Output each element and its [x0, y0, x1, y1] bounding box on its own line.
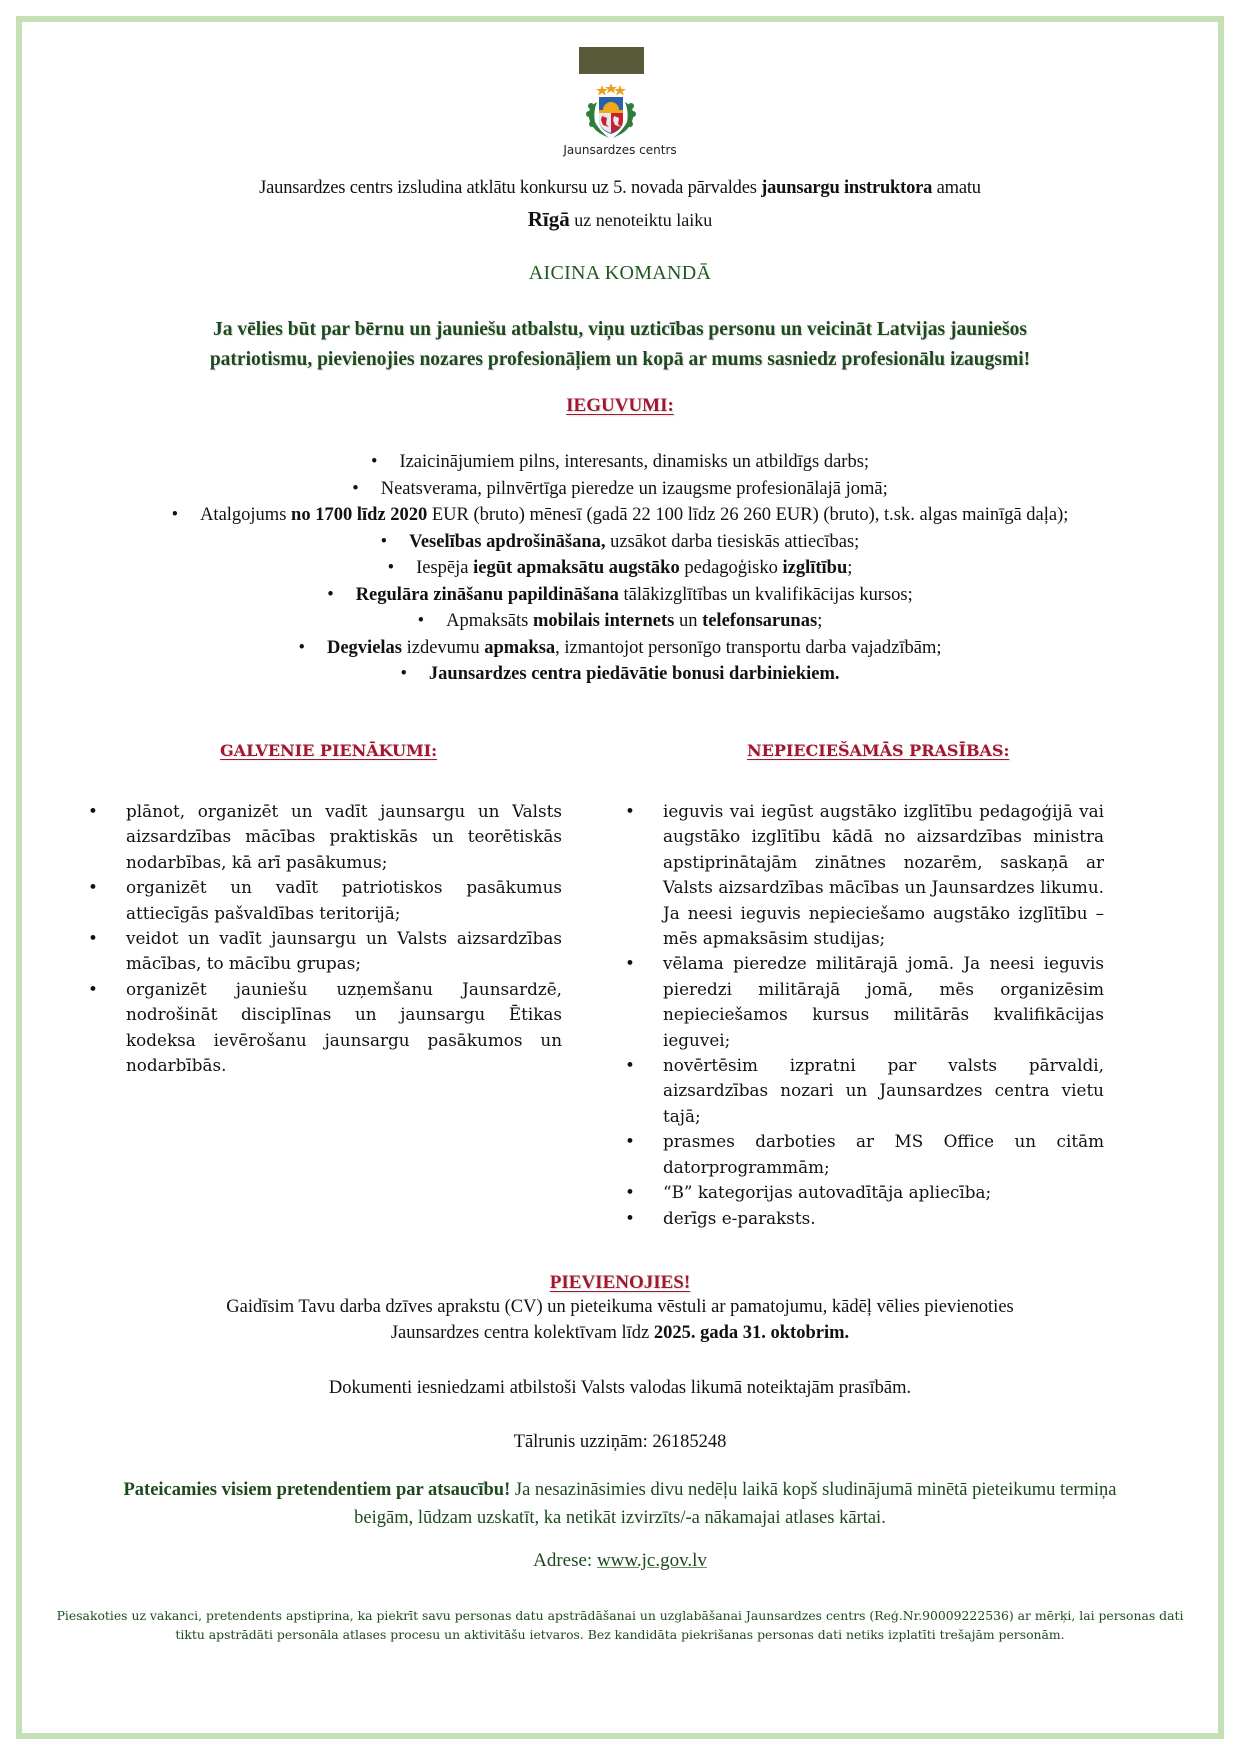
benefit-text: un — [674, 611, 703, 631]
duties-column — [86, 799, 562, 1078]
benefits-heading: IEGUVUMI: — [566, 395, 674, 416]
benefit-item — [140, 608, 1100, 635]
duty-item: • organizēt jauniešu uzņemšanu Jaunsardzē, nodrošināt disciplīnas un jaunsargu Ētikas kodeksa ievērošanu jaunsargu pasākumos un nodarbībās. — [86, 977, 562, 1079]
intro-text: Jaunsardzes centrs izsludina atklātu konkursu uz 5. novada pārvaldes — [259, 178, 762, 198]
benefit-item — [140, 476, 1100, 503]
benefit-highlight: no 1700 līdz 2020 — [291, 505, 428, 525]
requirement-item: • derīgs e-paraksts. — [623, 1206, 1104, 1231]
duties-list — [86, 799, 562, 1078]
join-line-1: Gaidīsim Tavu darba dzīves aprakstu (CV) un pieteikuma vēstuli ar pamatojumu, kādēļ vēlies pievienoties — [226, 1297, 1014, 1317]
logo-bar — [579, 47, 644, 74]
duration: uz nenoteiktu laiku — [569, 210, 713, 230]
requirements-heading: NEPIECIEŠAMĀS PRASĪBAS: — [747, 741, 1010, 760]
benefit-text: Izaicinājumiem pilns, interesants, dinamisks un atbildīgs darbs; — [399, 452, 870, 472]
benefit-text: Iespēja — [416, 558, 474, 578]
requirement-item: • ieguvis vai iegūst augstāko izglītību pedagoģijā vai augstāko izglītību kādā no aizsardzības ministra apstiprinātajām zinātnes nozarēm, saskaņā ar Valsts aizsardzības mācības un Jaunsardzes likumu. Ja neesi ieguvis nepieciešamo augstāko izglītību – mēs apmaksāsim studijas; — [623, 799, 1104, 951]
documents-note: Dokumenti iesniedzami atbilstoši Valsts valodas likumā noteiktajām prasībām. — [328, 1378, 912, 1398]
benefit-item — [140, 449, 1100, 476]
join-heading: PIEVIENOJIES! — [549, 1272, 691, 1293]
thanks-text: Ja nesazināsimies divu nedēļu laikā kopš sludinājumā minētā pieteikumu termiņa beigām, lūdzam uzskatīt, ka netikāt izvirzīts/-a nākamajai atlases kārtai. — [354, 1480, 1117, 1528]
requirements-column — [623, 799, 1104, 1231]
intro-text-end: amatu — [932, 178, 981, 198]
benefit-highlight: Regulāra zināšanu papildināšana — [355, 584, 619, 605]
benefit-text: Apmaksāts — [446, 611, 533, 631]
benefit-text: , izmantojot personīgo transportu darba vajadzībām; — [555, 637, 942, 658]
deadline: 2025. gada 31. oktobrim. — [653, 1323, 850, 1343]
requirement-item: • “B” kategorijas autovadītāja apliecība; — [623, 1180, 1104, 1205]
benefit-item — [140, 555, 1100, 582]
privacy-footer: Piesakoties uz vakanci, pretendents apstiprina, ka piekrīt savu personas datu apstrādāšanai un uzglabāšanai Jaunsardzes centrs (Reģ.Nr.90009222536) ar mērķi, lai personas dati tiktu apstrādāti personāla atlases procesu un aktivitāšu ietvaros. Bez kandidāta piekrišanas personas dati netiks izplatīti trešajām personām. — [56, 1608, 1184, 1642]
latvia-coat-of-arms-icon — [583, 82, 639, 142]
position-title: jaunsargu instruktora — [761, 178, 933, 198]
benefits-list — [140, 449, 1100, 688]
benefit-item — [140, 502, 1100, 529]
benefit-highlight: apmaksa — [484, 637, 556, 658]
benefit-text: ; — [817, 611, 823, 631]
benefit-highlight: mobilais internets — [532, 611, 675, 631]
tagline — [0, 315, 1240, 375]
duty-item: • plānot, organizēt un vadīt jaunsargu un Valsts aizsardzības mācības praktiskās un teorētiskās nodarbības, kā arī pasākumus; — [86, 799, 562, 875]
benefit-item — [140, 635, 1100, 662]
phone-number[interactable]: 26185248 — [652, 1432, 727, 1452]
benefit-text: pedagoģisko — [679, 558, 783, 578]
benefit-item — [140, 661, 1100, 688]
requirement-item: • vēlama pieredze militārajā jomā. Ja neesi ieguvis pieredzi militārajā jomā, mēs organizēsim nepieciešamos kursus militārās kvalifikācijas ieguvei; — [623, 951, 1104, 1053]
benefit-text: Neatsverama, pilnvērtīga pieredze un izaugsme profesionālajā jomā; — [380, 478, 888, 499]
requirement-item: • prasmes darboties ar MS Office un citām datorprogrammām; — [623, 1129, 1104, 1180]
benefit-text: uzsākot darba tiesiskās attiecības; — [605, 531, 860, 552]
join-paragraph — [0, 1294, 1240, 1346]
duty-item: • organizēt un vadīt patriotiskos pasākumus attiecīgās pašvaldības teritorijā; — [86, 875, 562, 926]
address-line — [0, 1550, 1240, 1572]
city: Rīgā — [527, 207, 570, 231]
thanks-paragraph — [110, 1476, 1130, 1532]
logo-org-name: Jaunsardzes centrs — [563, 143, 677, 157]
benefit-highlight: Degvielas — [326, 637, 402, 658]
website-link[interactable]: www.jc.gov.lv — [596, 1550, 707, 1571]
benefit-highlight: iegūt apmaksātu augstāko — [473, 558, 680, 578]
benefit-text: ; — [847, 558, 853, 578]
thanks-bold: Pateicamies visiem pretendentiem par atsaucību! — [123, 1480, 511, 1500]
requirement-item: • novērtēsim izpratni par valsts pārvaldi, aizsardzības nozari un Jaunsardzes centra vietu tajā; — [623, 1053, 1104, 1129]
duties-heading: GALVENIE PIENĀKUMI: — [220, 741, 438, 760]
address-label: Adrese: — [533, 1550, 597, 1571]
benefit-item — [140, 529, 1100, 556]
benefit-text: Atalgojums — [200, 505, 292, 525]
intro-location-line — [0, 207, 1240, 232]
join-line-2 — [0, 1320, 1240, 1346]
duty-item: • veidot un vadīt jaunsargu un Valsts aizsardzības mācības, to mācību grupas; — [86, 926, 562, 977]
intro-line — [0, 178, 1240, 199]
tagline-line-2: patriotismu, pievienojies nozares profesionāļiem un kopā ar mums sasniedz profesionālu izaugsmi! — [209, 349, 1031, 370]
phone-line — [0, 1432, 1240, 1453]
tagline-line-1: Ja vēlies būt par bērnu un jauniešu atbalstu, viņu uzticības personu un veicināt Latvijas jauniešos — [213, 319, 1027, 340]
benefit-highlight: Jaunsardzes centra piedāvātie bonusi darbiniekiem. — [428, 664, 840, 684]
benefit-highlight: izglītību — [782, 558, 848, 578]
benefit-item — [140, 582, 1100, 609]
benefit-text: EUR (bruto) mēnesī (gadā 22 100 līdz 26 260 EUR) (bruto), t.sk. algas mainīgā daļa); — [427, 505, 1069, 525]
benefit-text: tālākizglītības un kvalifikācijas kursos; — [618, 584, 913, 605]
benefit-highlight: telefonsarunas — [702, 611, 818, 631]
benefit-highlight: Veselības apdrošināšana, — [409, 531, 606, 552]
requirements-list — [623, 799, 1104, 1231]
join-line-2-text: Jaunsardzes centra kolektīvam līdz — [390, 1323, 654, 1343]
invite-heading: AICINA KOMANDĀ — [528, 262, 712, 284]
phone-label: Tālrunis uzziņām: — [513, 1432, 653, 1452]
benefit-text: izdevumu — [402, 637, 485, 658]
